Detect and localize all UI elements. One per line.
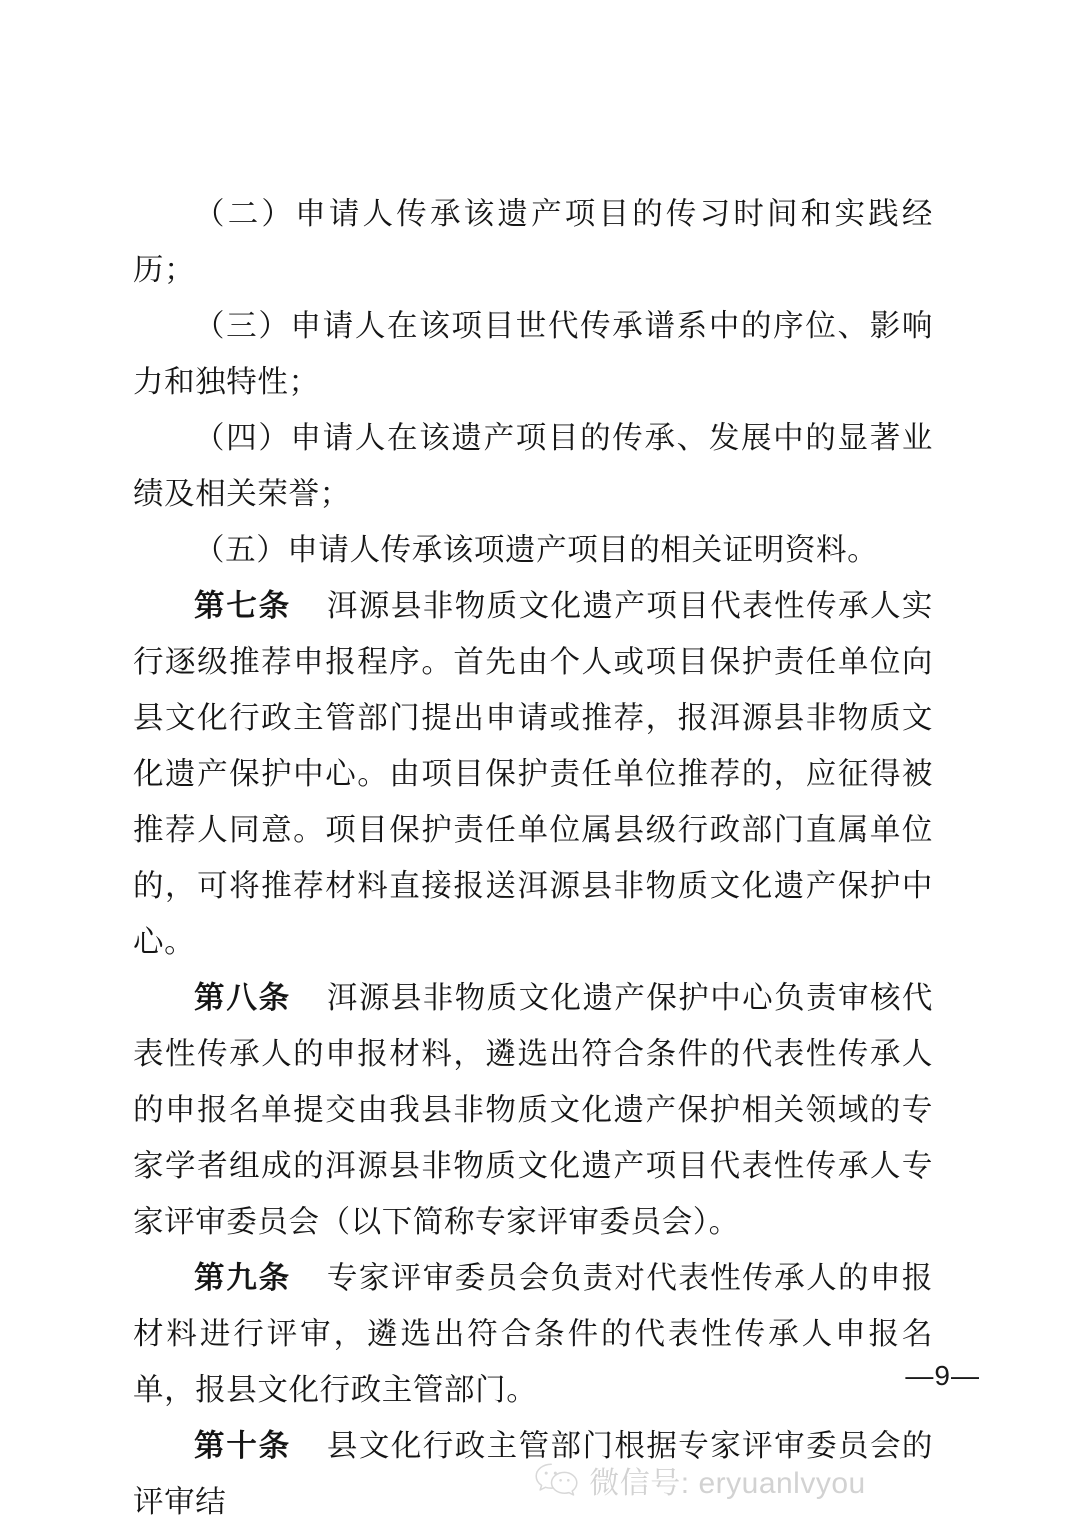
- article-paragraph-8: [133, 970, 933, 1250]
- clause-paragraph-3: [133, 298, 933, 410]
- article-number: 第九条: [194, 1261, 292, 1295]
- clause-paragraph-2: [133, 186, 933, 298]
- article-text: 县文化行政主管部门根据专家评审委员会的评审结: [133, 1429, 933, 1519]
- page-number: —9—: [905, 1360, 980, 1391]
- article-number: 第七条: [194, 589, 292, 623]
- clause-text: （三）申请人在该项目世代传承谱系中的序位、影响力和独特性；: [133, 309, 933, 399]
- clause-text: （二）申请人传承该遗产项目的传习时间和实践经历；: [133, 197, 933, 287]
- clause-paragraph-5: [133, 522, 933, 578]
- article-text: 洱源县非物质文化遗产保护中心负责审核代表性传承人的申报材料，遴选出符合条件的代表性传承人的申报名单提交由我县非物质文化遗产保护相关领域的专家学者组成的洱源县非物质文化遗产项目代表性传承人专家评审委员会（以下简称专家评审委员会）。: [133, 981, 933, 1239]
- clause-text: （五）申请人传承该项遗产项目的相关证明资料。: [194, 533, 879, 567]
- article-paragraph-7: [133, 578, 933, 970]
- clause-text: （四）申请人在该遗产项目的传承、发展中的显著业绩及相关荣誉；: [133, 421, 933, 511]
- article-text: 洱源县非物质文化遗产项目代表性传承人实行逐级推荐申报程序。首先由个人或项目保护责任单位向县文化行政主管部门提出申请或推荐，报洱源县非物质文化遗产保护中心。由项目保护责任单位推荐的，应征得被推荐人同意。项目保护责任单位属县级行政部门直属单位的，可将推荐材料直接报送洱源县非物质文化遗产保护中心。: [133, 589, 933, 959]
- wechat-label: 微信号:: [589, 1467, 690, 1500]
- article-number: 第十条: [194, 1429, 292, 1463]
- clause-paragraph-4: [133, 410, 933, 522]
- article-paragraph-10: [133, 1418, 933, 1528]
- article-number: 第八条: [194, 981, 292, 1015]
- article-text: 专家评审委员会负责对代表性传承人的申报材料进行评审，遴选出符合条件的代表性传承人申报名单，报县文化行政主管部门。: [133, 1261, 933, 1407]
- wechat-account-id: eryuanlvyou: [698, 1467, 866, 1500]
- article-paragraph-9: [133, 1250, 933, 1418]
- document-body: [133, 186, 933, 1528]
